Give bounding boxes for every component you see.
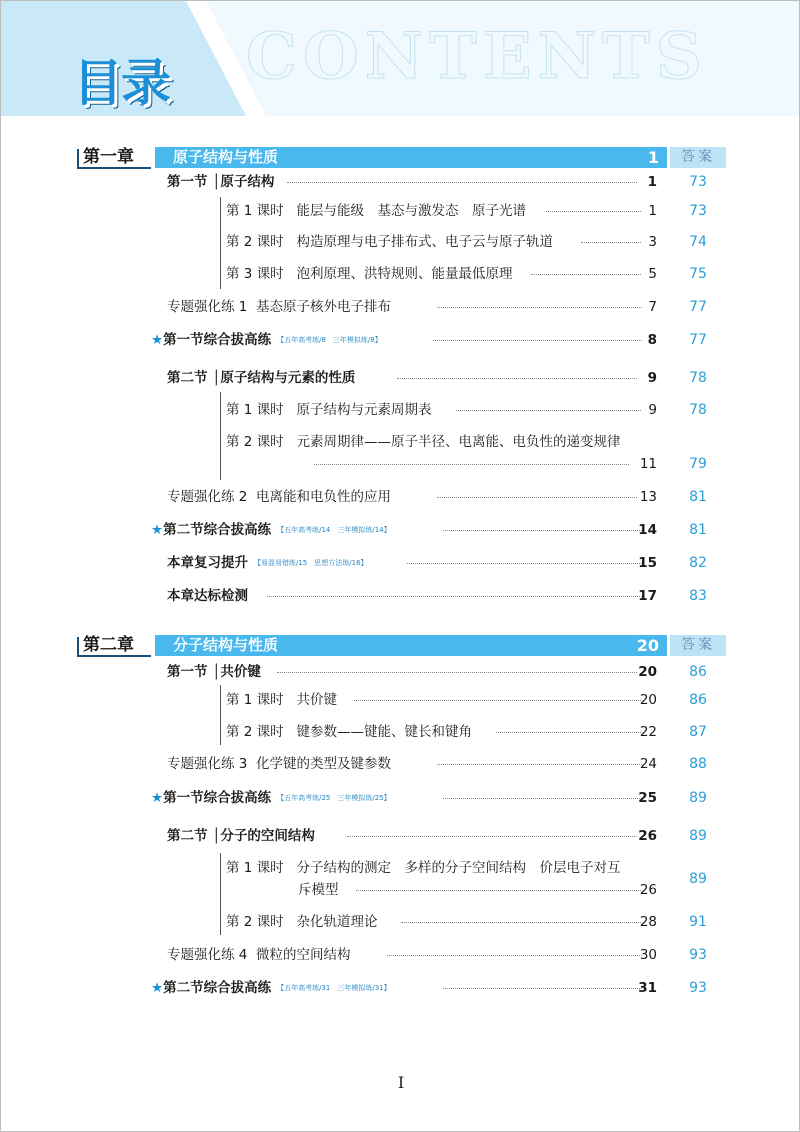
toc-entry[interactable] xyxy=(167,585,667,607)
entry-title: 电离能和电负性的应用 xyxy=(255,489,391,505)
leader-dots xyxy=(267,596,642,597)
answer-page[interactable]: 89 xyxy=(689,828,707,844)
entry-label: 第一节 xyxy=(167,174,208,190)
star-icon: ★ xyxy=(151,332,164,348)
answer-page[interactable]: 87 xyxy=(689,724,707,740)
entry-title: 第二节综合拔高练 xyxy=(163,522,272,538)
leader-dots xyxy=(531,274,641,275)
chapter-2-page: 20 xyxy=(636,636,659,655)
entry-sub: 【五年高考练/14 三年模拟练/14】 xyxy=(277,526,391,534)
entry-sub: 【易混易错练/15 思想方法练/16】 xyxy=(254,559,368,567)
entry-page: 26 xyxy=(638,828,657,844)
toc-entry[interactable] xyxy=(226,263,667,285)
entry-page: 11 xyxy=(639,456,657,472)
entry-page: 9 xyxy=(648,402,657,418)
toc-entry-continued[interactable] xyxy=(226,879,667,901)
section-2-2-line xyxy=(220,853,221,935)
entry-page: 26 xyxy=(639,882,657,898)
entry-title: 元素周期律——原子半径、电离能、电负性的递变规律 xyxy=(296,434,621,450)
entry-label: 第 3 课时 xyxy=(226,266,284,282)
toc-entry[interactable]: 第二节 │分子的空间结构 26 xyxy=(167,825,667,847)
entry-title: 第一节综合拔高练 xyxy=(163,790,272,806)
entry-label: 第 2 课时 xyxy=(226,724,284,740)
entry-sub: 【五年高考练/31 三年模拟练/31】 xyxy=(277,984,391,992)
leader-dots xyxy=(456,410,641,411)
entry-label: 第 2 课时 xyxy=(226,234,284,250)
leader-dots xyxy=(443,530,642,531)
entry-page: 7 xyxy=(648,299,657,315)
toc-entry[interactable] xyxy=(226,231,667,253)
chapter-2-label: 第二章 xyxy=(77,635,155,656)
answer-page[interactable]: 75 xyxy=(689,266,707,282)
toc-entry[interactable] xyxy=(226,689,667,711)
entry-page: 3 xyxy=(648,234,657,250)
entry-title: 分子结构的测定 多样的分子空间结构 价层电子对互 xyxy=(296,860,621,876)
entry-page: 30 xyxy=(639,947,657,963)
answer-page[interactable]: 77 xyxy=(689,332,707,348)
entry-page: 14 xyxy=(638,522,657,538)
leader-dots xyxy=(433,340,642,341)
answer-page[interactable]: 89 xyxy=(689,871,707,887)
toc-entry[interactable] xyxy=(151,329,667,351)
page-number: I xyxy=(397,1073,405,1092)
leader-dots xyxy=(401,922,641,923)
star-icon: ★ xyxy=(151,522,164,538)
entry-title: 第二节综合拔高练 xyxy=(163,980,272,996)
answer-page[interactable]: 93 xyxy=(689,947,707,963)
entry-page: 20 xyxy=(639,692,657,708)
entry-title: 化学键的类型及键参数 xyxy=(255,756,391,772)
toc-entry[interactable]: 第二节 │原子结构与元素的性质 9 xyxy=(167,367,667,389)
leader-dots xyxy=(437,497,637,498)
answer-page[interactable]: 77 xyxy=(689,299,707,315)
toc-entry[interactable] xyxy=(226,399,667,421)
toc-entry[interactable] xyxy=(151,787,667,809)
entry-title: 构造原理与电子排布式、电子云与原子轨道 xyxy=(296,234,554,250)
star-icon: ★ xyxy=(151,790,164,806)
answer-page[interactable]: 91 xyxy=(689,914,707,930)
entry-title: 原子结构 xyxy=(220,174,275,190)
answer-header-1: 答案 xyxy=(670,147,726,168)
toc-entry[interactable] xyxy=(226,431,667,453)
entry-label: 第 1 课时 xyxy=(226,860,284,876)
entry-sub: 【五年高考练/8 三年模拟练/8】 xyxy=(277,336,382,344)
entry-sub: 【五年高考练/25 三年模拟练/25】 xyxy=(277,794,391,802)
answer-page[interactable]: 79 xyxy=(689,456,707,472)
entry-label: 专题强化练 4 xyxy=(167,947,248,963)
entry-title: 第一节综合拔高练 xyxy=(163,332,272,348)
toc-entry[interactable] xyxy=(226,911,667,933)
leader-dots xyxy=(287,182,637,183)
entry-title: 杂化轨道理论 xyxy=(296,914,378,930)
entry-page: 1 xyxy=(647,174,657,190)
toc-entry[interactable] xyxy=(226,200,667,222)
answer-page[interactable]: 83 xyxy=(689,588,707,604)
toc-entry[interactable]: 第一节 │原子结构 1 xyxy=(167,171,667,193)
chapter-1-bar[interactable] xyxy=(77,147,667,168)
entry-page: 1 xyxy=(648,203,657,219)
entry-label: 第 2 课时 xyxy=(226,914,284,930)
toc-entry[interactable] xyxy=(151,977,667,999)
entry-page: 20 xyxy=(638,664,657,680)
leader-dots xyxy=(314,464,629,465)
answer-page[interactable]: 93 xyxy=(689,980,707,996)
chapter-2-title: 分子结构与性质 xyxy=(173,636,279,654)
answer-page[interactable]: 73 xyxy=(689,203,707,219)
toc-entry[interactable] xyxy=(167,944,667,966)
entry-page: 13 xyxy=(639,489,657,505)
entry-page: 31 xyxy=(638,980,657,996)
entry-title: 本章复习提升 xyxy=(167,555,248,571)
entry-title: 键参数——键能、键长和键角 xyxy=(296,724,473,740)
toc-entry[interactable] xyxy=(167,486,667,508)
chapter-1-title: 原子结构与性质 xyxy=(173,148,279,166)
toc-entry[interactable] xyxy=(167,753,667,775)
entry-page: 9 xyxy=(647,370,657,386)
toc-entry[interactable]: 第一节 │共价键 20 xyxy=(167,661,667,683)
leader-dots xyxy=(496,732,641,733)
answer-page[interactable]: 81 xyxy=(689,489,707,505)
leader-dots xyxy=(437,764,642,765)
chapter-1-label: 第一章 xyxy=(77,147,155,168)
entry-page: 5 xyxy=(648,266,657,282)
answer-page[interactable]: 82 xyxy=(689,555,707,571)
answer-page[interactable]: 78 xyxy=(689,370,707,386)
leader-dots xyxy=(443,988,642,989)
answer-page[interactable]: 86 xyxy=(689,664,707,680)
chapter-2-bar[interactable] xyxy=(77,635,667,656)
entry-title: 泡利原理、洪特规则、能量最低原理 xyxy=(296,266,513,282)
leader-dots xyxy=(443,798,642,799)
entry-label: 专题强化练 1 xyxy=(167,299,248,315)
answer-page[interactable]: 78 xyxy=(689,402,707,418)
toc-entry[interactable] xyxy=(151,519,667,541)
entry-title: 分子的空间结构 xyxy=(220,828,315,844)
entry-label: 专题强化练 2 xyxy=(167,489,248,505)
leader-dots xyxy=(387,955,642,956)
answer-page[interactable]: 81 xyxy=(689,522,707,538)
section-2-1-line xyxy=(220,685,221,745)
entry-page: 8 xyxy=(647,332,657,348)
entry-label: 第 2 课时 xyxy=(226,434,284,450)
entry-label: 第二节 xyxy=(167,828,208,844)
entry-title: 本章达标检测 xyxy=(167,588,248,604)
entry-title: 微粒的空间结构 xyxy=(255,947,351,963)
entry-page: 22 xyxy=(639,724,657,740)
leader-dots xyxy=(277,672,637,673)
contents-watermark: CONTENTS xyxy=(246,19,708,94)
entry-label: 第 1 课时 xyxy=(226,402,284,418)
answer-page[interactable]: 89 xyxy=(689,790,707,806)
entry-title: 原子结构与元素的性质 xyxy=(220,370,356,386)
leader-dots xyxy=(397,378,637,379)
leader-dots xyxy=(437,307,642,308)
toc-entry[interactable] xyxy=(167,552,667,574)
leader-dots xyxy=(347,836,637,837)
entry-label: 第 1 课时 xyxy=(226,692,284,708)
entry-label: 第一节 xyxy=(167,664,208,680)
section-1-2-line xyxy=(220,392,221,480)
answer-header-2: 答案 xyxy=(670,635,726,656)
entry-page: 24 xyxy=(639,756,657,772)
entry-title: 基态原子核外电子排布 xyxy=(255,299,391,315)
answer-page[interactable]: 73 xyxy=(689,174,707,190)
answer-page[interactable]: 88 xyxy=(689,756,707,772)
leader-dots xyxy=(407,563,642,564)
page-title: 目录 xyxy=(73,54,169,112)
toc-entry[interactable] xyxy=(226,857,667,879)
toc-entry[interactable] xyxy=(226,721,667,743)
entry-title: 能层与能级 基态与激发态 原子光谱 xyxy=(296,203,527,219)
entry-label: 第 1 课时 xyxy=(226,203,284,219)
chapter-1-page: 1 xyxy=(647,148,659,167)
entry-title: 共价键 xyxy=(220,664,261,680)
entry-title: 共价键 xyxy=(296,692,338,708)
star-icon: ★ xyxy=(151,980,164,996)
entry-label: 专题强化练 3 xyxy=(167,756,248,772)
entry-label: 第二节 xyxy=(167,370,208,386)
entry-page: 28 xyxy=(639,914,657,930)
entry-page: 15 xyxy=(638,555,657,571)
toc-entry-continued[interactable] xyxy=(226,453,667,475)
answer-page[interactable]: 74 xyxy=(689,234,707,250)
leader-dots xyxy=(356,890,641,891)
entry-title: 原子结构与元素周期表 xyxy=(296,402,432,418)
entry-page: 25 xyxy=(638,790,657,806)
toc-entry[interactable] xyxy=(167,296,667,318)
leader-dots xyxy=(354,700,641,701)
entry-title-continued: 斥模型 xyxy=(298,879,343,901)
section-1-1-line xyxy=(220,197,221,289)
answer-page[interactable]: 86 xyxy=(689,692,707,708)
entry-page: 17 xyxy=(638,588,657,604)
